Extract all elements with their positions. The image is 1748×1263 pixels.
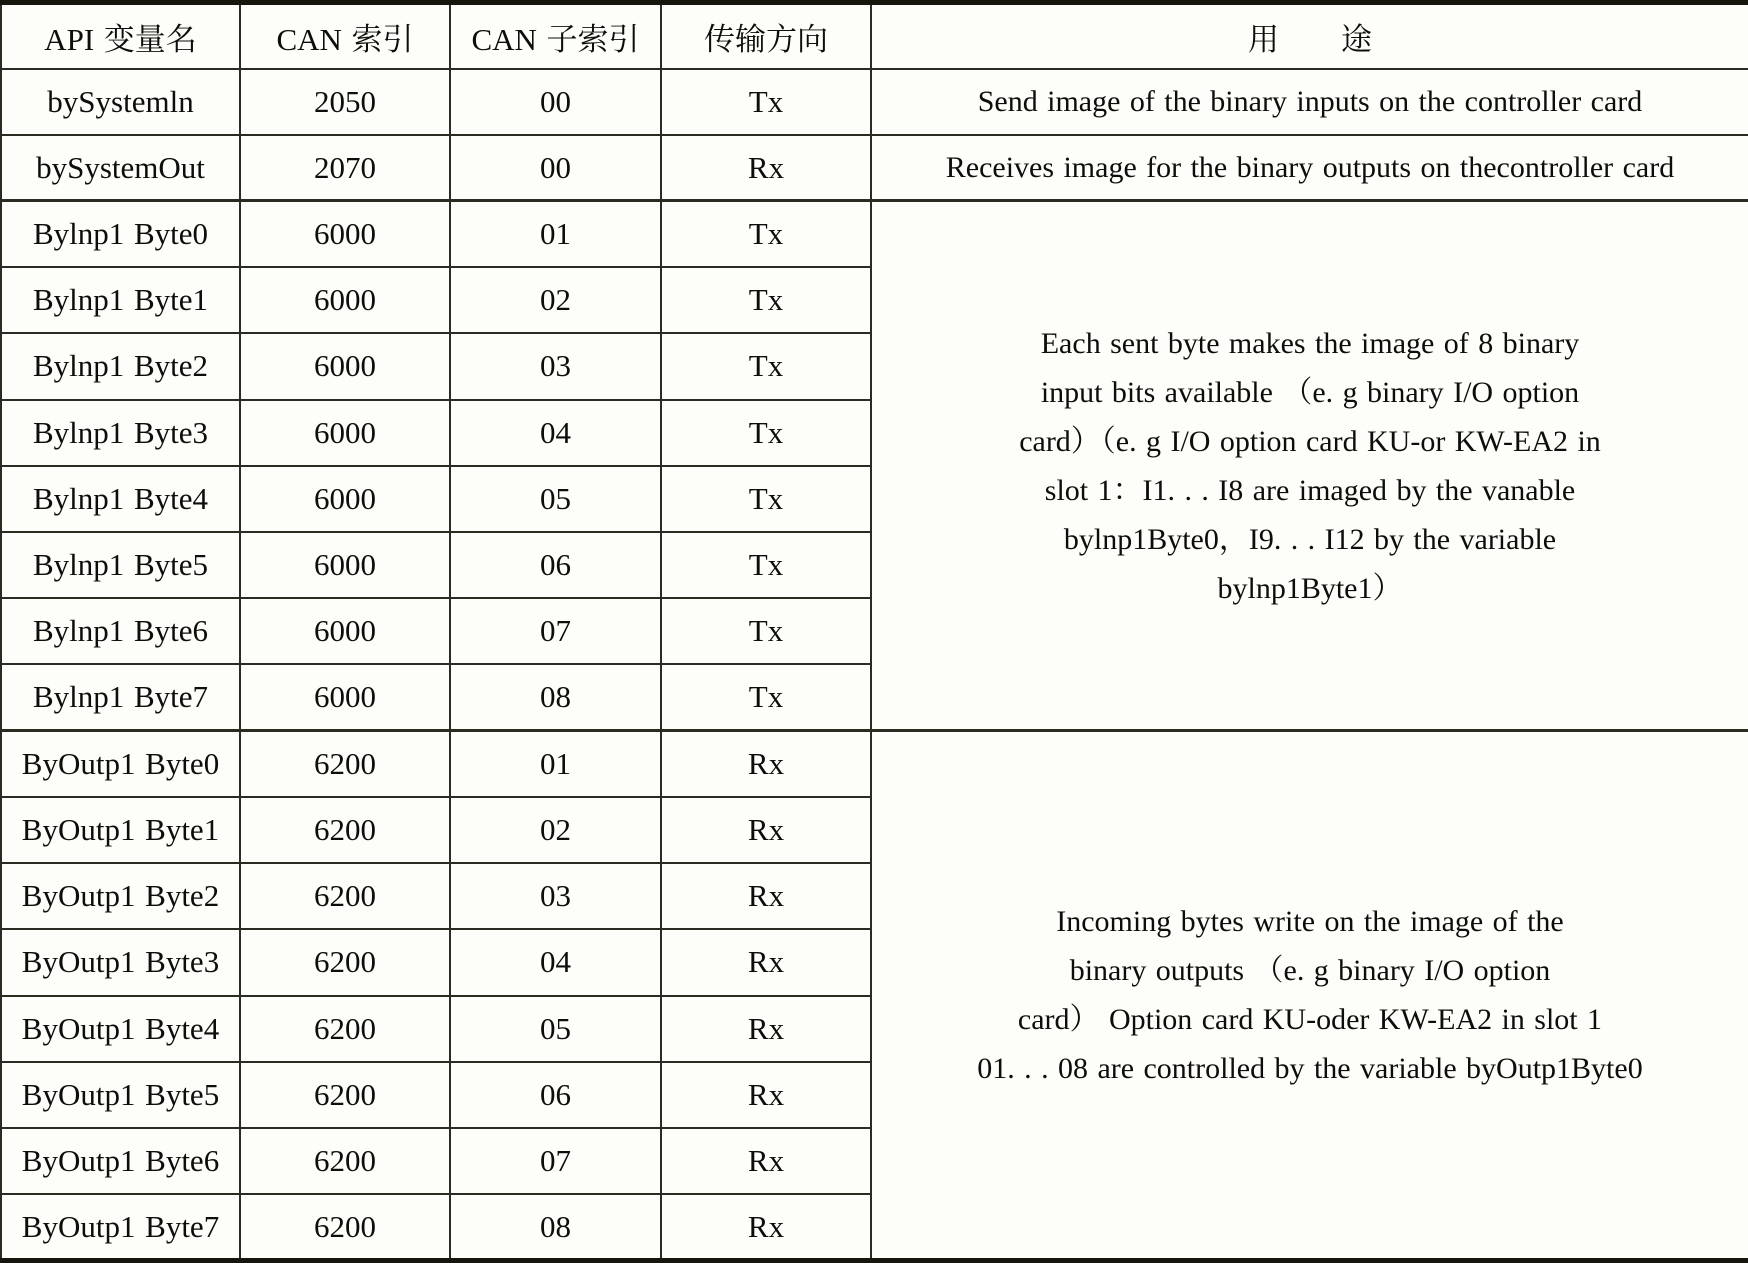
can-subindex-cell: 06	[450, 1062, 661, 1128]
direction-cell: Rx	[661, 1194, 871, 1260]
can-index-cell: 6200	[240, 731, 450, 797]
api-variable-cell: ByOutp1 Byte4	[1, 996, 240, 1062]
direction-cell: Tx	[661, 333, 871, 399]
can-index-cell: 6200	[240, 863, 450, 929]
api-variable-cell: ByOutp1 Byte7	[1, 1194, 240, 1260]
can-index-cell: 6200	[240, 996, 450, 1062]
api-variable-cell: Bylnp1 Byte2	[1, 333, 240, 399]
can-subindex-cell: 01	[450, 731, 661, 797]
purpose-line: bylnp1Byte1）	[1217, 571, 1403, 605]
direction-cell: Tx	[661, 664, 871, 730]
can-index-cell: 6200	[240, 797, 450, 863]
can-subindex-cell: 00	[450, 135, 661, 201]
direction-cell: Tx	[661, 598, 871, 664]
can-index-cell: 6200	[240, 929, 450, 995]
purpose-cell: Send image of the binary inputs on the controller card	[871, 69, 1748, 135]
table-row	[1, 69, 1748, 135]
api-variable-cell: ByOutp1 Byte3	[1, 929, 240, 995]
direction-cell: Tx	[661, 267, 871, 333]
direction-cell: Rx	[661, 1128, 871, 1194]
can-subindex-cell: 00	[450, 69, 661, 135]
api-variable-cell: bySystemOut	[1, 135, 240, 201]
can-subindex-cell: 04	[450, 929, 661, 995]
can-subindex-cell: 07	[450, 1128, 661, 1194]
can-index-cell: 6000	[240, 664, 450, 730]
table-body	[1, 69, 1748, 1261]
direction-cell: Rx	[661, 929, 871, 995]
purpose-cell-merged	[871, 731, 1748, 1261]
can-index-cell: 6200	[240, 1062, 450, 1128]
api-variable-cell: ByOutp1 Byte0	[1, 731, 240, 797]
api-variable-cell: Bylnp1 Byte7	[1, 664, 240, 730]
direction-cell: Rx	[661, 797, 871, 863]
purpose-line: bylnp1Byte0，I9. . . I12 by the variable	[1063, 522, 1557, 556]
can-index-cell: 6000	[240, 466, 450, 532]
api-variable-cell: Bylnp1 Byte5	[1, 532, 240, 598]
api-variable-cell: Bylnp1 Byte0	[1, 201, 240, 267]
can-subindex-cell: 02	[450, 267, 661, 333]
can-subindex-cell: 08	[450, 1194, 661, 1260]
can-subindex-cell: 03	[450, 863, 661, 929]
api-variable-cell: ByOutp1 Byte5	[1, 1062, 240, 1128]
can-subindex-cell: 04	[450, 400, 661, 466]
direction-cell: Rx	[661, 731, 871, 797]
can-subindex-cell: 06	[450, 532, 661, 598]
can-index-cell: 6000	[240, 598, 450, 664]
can-index-cell: 2070	[240, 135, 450, 201]
can-index-cell: 6000	[240, 267, 450, 333]
api-variable-cell: ByOutp1 Byte6	[1, 1128, 240, 1194]
can-index-cell: 6000	[240, 400, 450, 466]
column-header-can-subindex: CAN 子索引	[450, 3, 661, 69]
can-subindex-cell: 08	[450, 664, 661, 730]
can-index-cell: 6000	[240, 333, 450, 399]
api-variable-cell: bySystemln	[1, 69, 240, 135]
direction-cell: Rx	[661, 996, 871, 1062]
purpose-cell-merged	[871, 201, 1748, 731]
can-index-cell: 2050	[240, 69, 450, 135]
table-row	[1, 201, 1748, 267]
purpose-cell: Receives image for the binary outputs on thecontroller card	[871, 135, 1748, 201]
api-variable-cell: Bylnp1 Byte6	[1, 598, 240, 664]
api-variable-cell: Bylnp1 Byte4	[1, 466, 240, 532]
direction-cell: Rx	[661, 135, 871, 201]
can-index-cell: 6200	[240, 1194, 450, 1260]
direction-cell: Tx	[661, 201, 871, 267]
purpose-line: slot 1：I1. . . I8 are imaged by the vanable	[1044, 473, 1576, 507]
api-variable-cell: ByOutp1 Byte2	[1, 863, 240, 929]
column-header-purpose: 用 途	[871, 3, 1748, 69]
can-subindex-cell: 02	[450, 797, 661, 863]
table-row	[1, 135, 1748, 201]
column-header-can-index: CAN 索引	[240, 3, 450, 69]
api-variable-cell: Bylnp1 Byte3	[1, 400, 240, 466]
purpose-line: binary outputs （e. g binary I/O option	[1069, 954, 1551, 988]
column-header-direction: 传输方向	[661, 3, 871, 69]
api-variable-cell: Bylnp1 Byte1	[1, 267, 240, 333]
purpose-line: Each sent byte makes the image of 8 binary	[1040, 326, 1580, 360]
can-index-cell: 6000	[240, 201, 450, 267]
header-row	[1, 3, 1748, 69]
can-index-cell: 6200	[240, 1128, 450, 1194]
can-subindex-cell: 05	[450, 996, 661, 1062]
can-subindex-cell: 03	[450, 333, 661, 399]
purpose-line: 01. . . 08 are controlled by the variable byOutp1Byte0	[977, 1052, 1643, 1086]
can-subindex-cell: 07	[450, 598, 661, 664]
api-variable-cell: ByOutp1 Byte1	[1, 797, 240, 863]
purpose-line: Incoming bytes write on the image of the	[1056, 905, 1564, 939]
direction-cell: Rx	[661, 863, 871, 929]
direction-cell: Tx	[661, 69, 871, 135]
table-row	[1, 731, 1748, 797]
purpose-line: input bits available （e. g binary I/O option	[1040, 375, 1580, 409]
direction-cell: Tx	[661, 532, 871, 598]
can-subindex-cell: 05	[450, 466, 661, 532]
purpose-line: card）（e. g I/O option card KU-or KW-EA2 in	[1019, 424, 1601, 458]
direction-cell: Rx	[661, 1062, 871, 1128]
direction-cell: Tx	[661, 466, 871, 532]
can-subindex-cell: 01	[450, 201, 661, 267]
can-index-cell: 6000	[240, 532, 450, 598]
column-header-api-variable: API 变量名	[1, 3, 240, 69]
purpose-line: card） Option card KU-oder KW-EA2 in slot 1	[1017, 1003, 1603, 1037]
direction-cell: Tx	[661, 400, 871, 466]
